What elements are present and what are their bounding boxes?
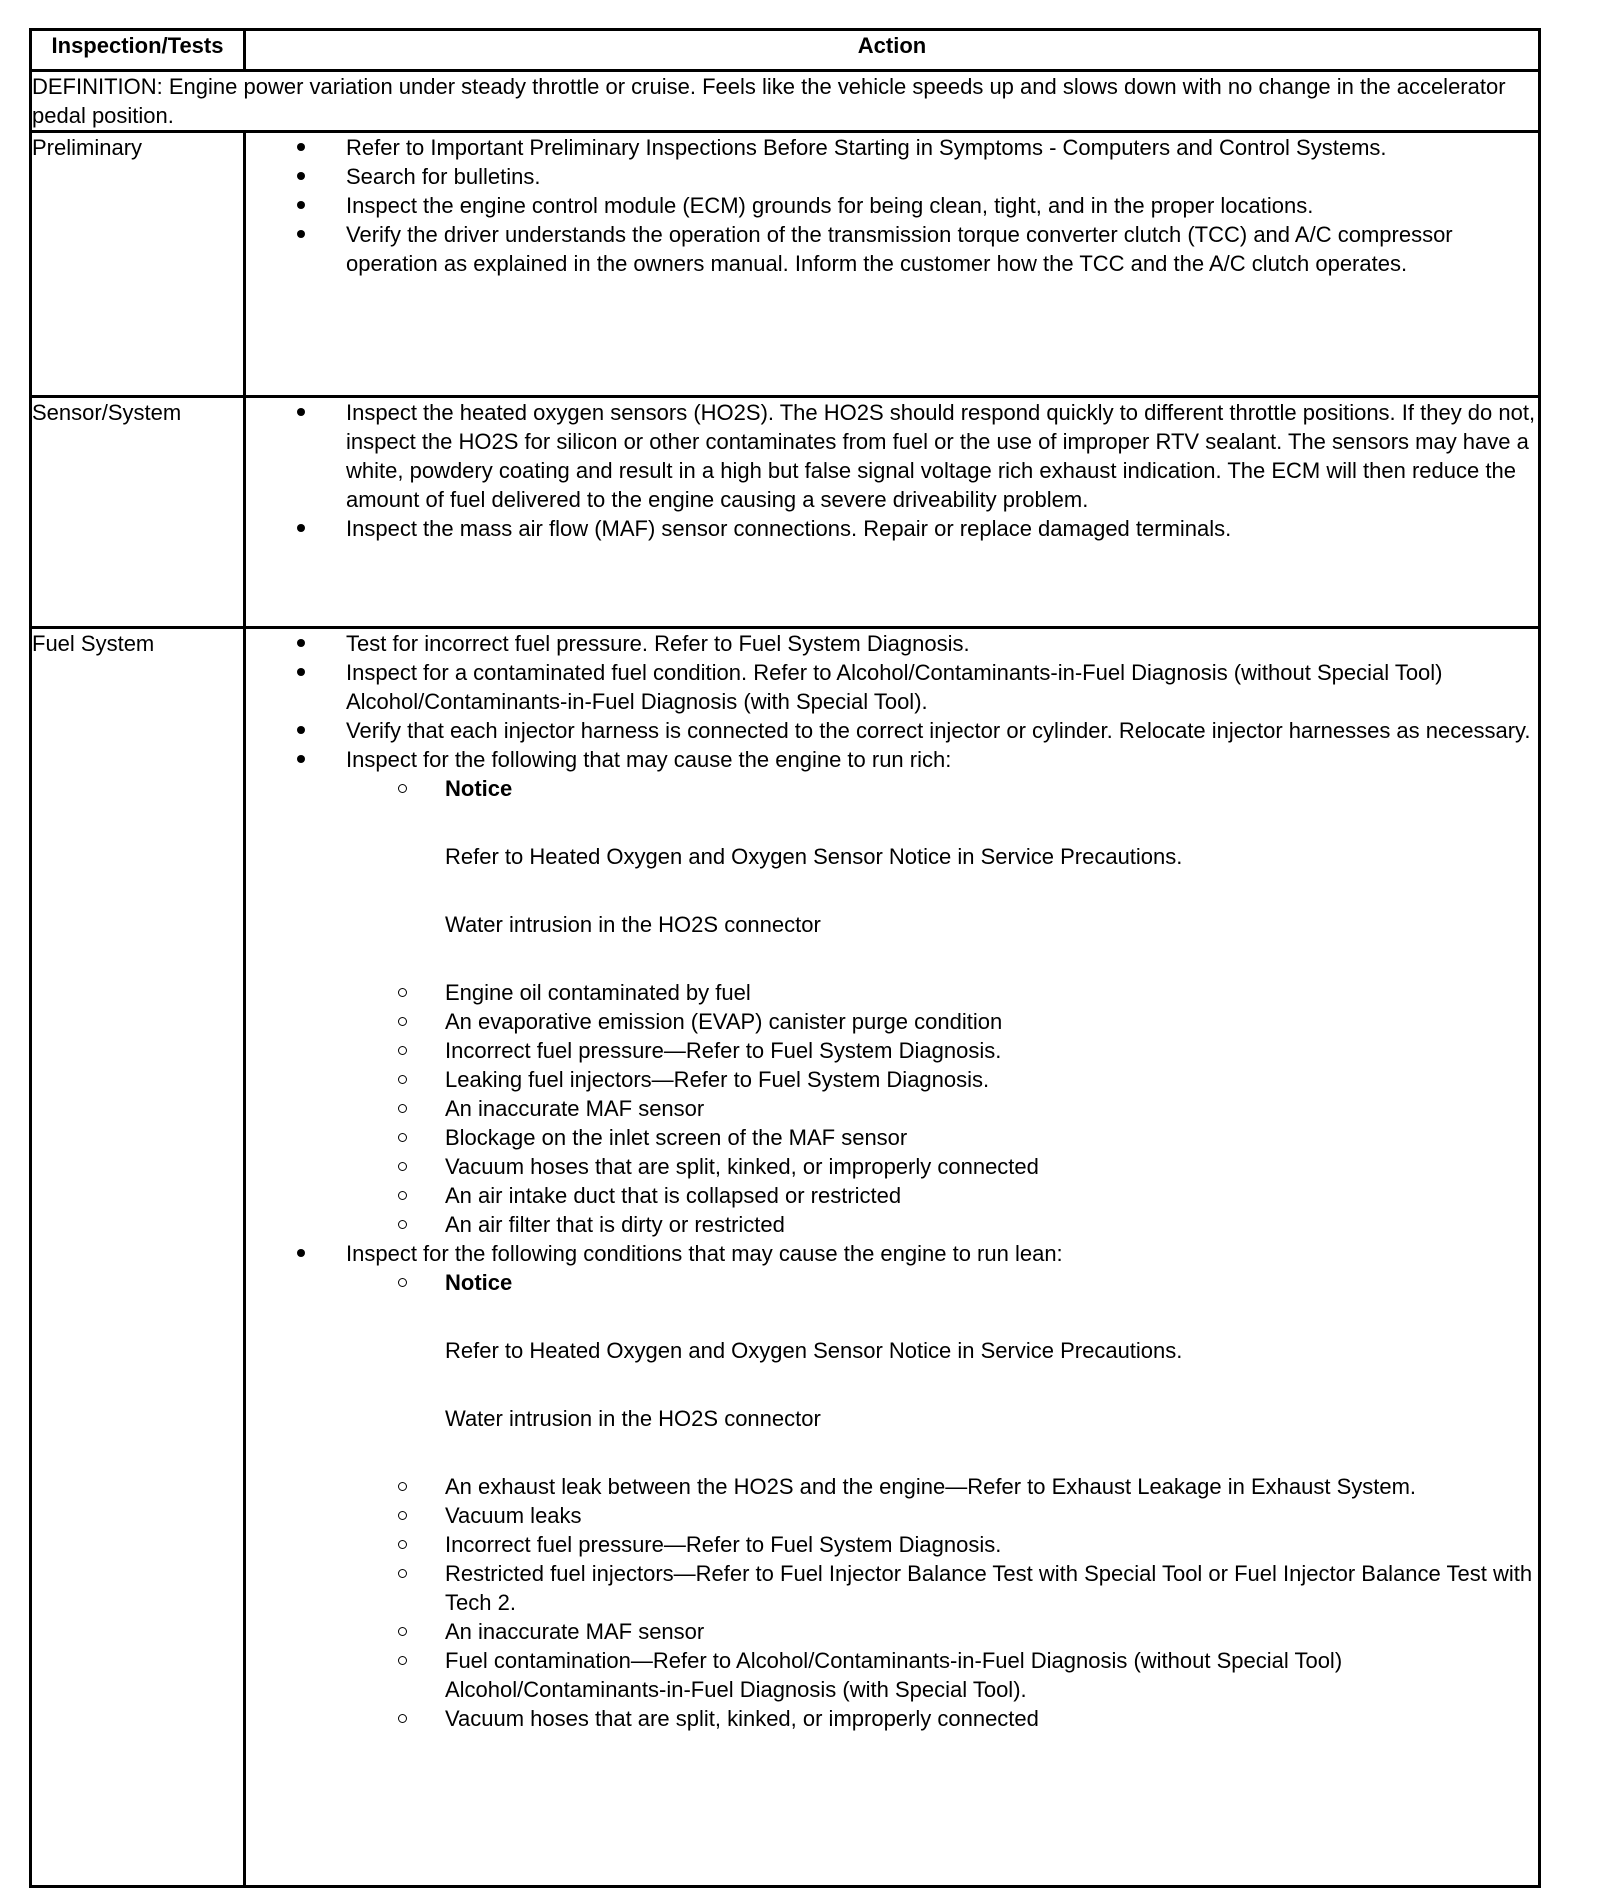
run-rich-item (297, 745, 1538, 1239)
list-item: Fuel contamination—Refer to Alcohol/Contaminants-in-Fuel Diagnosis (without Special Tool) Alcohol/Contaminants-in-Fuel Diagnosis (with Special Tool). (397, 1646, 1538, 1704)
run-lean-intro: Inspect for the following conditions that may cause the engine to run lean: (346, 1241, 1063, 1266)
list-item: An air filter that is dirty or restricted (397, 1210, 1538, 1239)
list-item: Inspect the engine control module (ECM) grounds for being clean, tight, and in the proper locations. (297, 191, 1538, 220)
list-item: Incorrect fuel pressure—Refer to Fuel System Diagnosis. (397, 1036, 1538, 1065)
notice-title: Notice (445, 776, 513, 801)
definition-row (31, 71, 1540, 132)
sensor-system-label: Sensor/System (31, 397, 245, 628)
list-item: Restricted fuel injectors—Refer to Fuel Injector Balance Test with Special Tool or Fuel Injector Balance Test with Tech 2. (397, 1559, 1538, 1617)
notice-text: Refer to Heated Oxygen and Oxygen Sensor Notice in Service Precautions. (445, 1338, 1183, 1363)
run-rich-list (346, 774, 1538, 1239)
run-lean-item (297, 1239, 1538, 1733)
list-item: Search for bulletins. (297, 162, 1538, 191)
list-item: Verify the driver understands the operation of the transmission torque converter clutch (TCC) and A/C compressor operation as explained in the owners manual. Inform the customer how the TCC and the A/C clutch operates. (297, 220, 1538, 278)
list-item: Inspect the mass air flow (MAF) sensor connections. Repair or replace damaged terminals. (297, 514, 1538, 543)
list-item: Engine oil contaminated by fuel (397, 978, 1538, 1007)
list-item: Inspect the heated oxygen sensors (HO2S). The HO2S should respond quickly to different throttle positions. If they do not, inspect the HO2S for silicon or other contaminates from fuel or the use of improper RTV sealant. The sensors may have a white, powdery coating and result in a high but false signal voltage rich exhaust indication. The ECM will then reduce the amount of fuel delivered to the engine causing a severe driveability problem. (297, 398, 1538, 514)
preliminary-row (31, 132, 1540, 397)
preliminary-actions (245, 132, 1540, 397)
run-rich-intro: Inspect for the following that may cause the engine to run rich: (346, 747, 952, 772)
header-inspection-tests: Inspection/Tests (31, 30, 245, 71)
notice-item (397, 774, 1538, 939)
notice-water-text: Water intrusion in the HO2S connector (445, 912, 821, 937)
list-item: Vacuum hoses that are split, kinked, or improperly connected (397, 1152, 1538, 1181)
list-item: An evaporative emission (EVAP) canister purge condition (397, 1007, 1538, 1036)
preliminary-label: Preliminary (31, 132, 245, 397)
list-item: An air intake duct that is collapsed or restricted (397, 1181, 1538, 1210)
notice-text: Refer to Heated Oxygen and Oxygen Sensor Notice in Service Precautions. (445, 844, 1183, 869)
fuel-system-list (246, 629, 1538, 1733)
list-item: An exhaust leak between the HO2S and the engine—Refer to Exhaust Leakage in Exhaust System. (397, 1472, 1538, 1501)
list-item: Incorrect fuel pressure—Refer to Fuel System Diagnosis. (397, 1530, 1538, 1559)
list-item: An inaccurate MAF sensor (397, 1094, 1538, 1123)
list-item: Verify that each injector harness is connected to the correct injector or cylinder. Relocate injector harnesses as necessary. (297, 716, 1538, 745)
sensor-system-actions (245, 397, 1540, 628)
list-item: Blockage on the inlet screen of the MAF sensor (397, 1123, 1538, 1152)
list-item: Test for incorrect fuel pressure. Refer to Fuel System Diagnosis. (297, 629, 1538, 658)
list-item: Vacuum hoses that are split, kinked, or improperly connected (397, 1704, 1538, 1733)
header-row (31, 30, 1540, 71)
fuel-system-label: Fuel System (31, 628, 245, 1887)
list-item: Leaking fuel injectors—Refer to Fuel System Diagnosis. (397, 1065, 1538, 1094)
list-item: An inaccurate MAF sensor (397, 1617, 1538, 1646)
notice-item (397, 1268, 1538, 1433)
definition-text: DEFINITION: Engine power variation under steady throttle or cruise. Feels like the vehicle speeds up and slows down with no change in the accelerator pedal position. (31, 71, 1540, 132)
preliminary-list (246, 133, 1538, 278)
notice-title: Notice (445, 1270, 513, 1295)
header-action: Action (245, 30, 1540, 71)
fuel-system-row (31, 628, 1540, 1887)
list-item: Refer to Important Preliminary Inspections Before Starting in Symptoms - Computers and Control Systems. (297, 133, 1538, 162)
list-item: Vacuum leaks (397, 1501, 1538, 1530)
diagnostic-table (29, 28, 1541, 1888)
list-item: Inspect for a contaminated fuel condition. Refer to Alcohol/Contaminants-in-Fuel Diagnosis (without Special Tool) Alcohol/Contaminants-in-Fuel Diagnosis (with Special Tool). (297, 658, 1538, 716)
sensor-system-row (31, 397, 1540, 628)
sensor-system-list (246, 398, 1538, 543)
notice-water-text: Water intrusion in the HO2S connector (445, 1406, 821, 1431)
fuel-system-actions (245, 628, 1540, 1887)
run-lean-list (346, 1268, 1538, 1733)
